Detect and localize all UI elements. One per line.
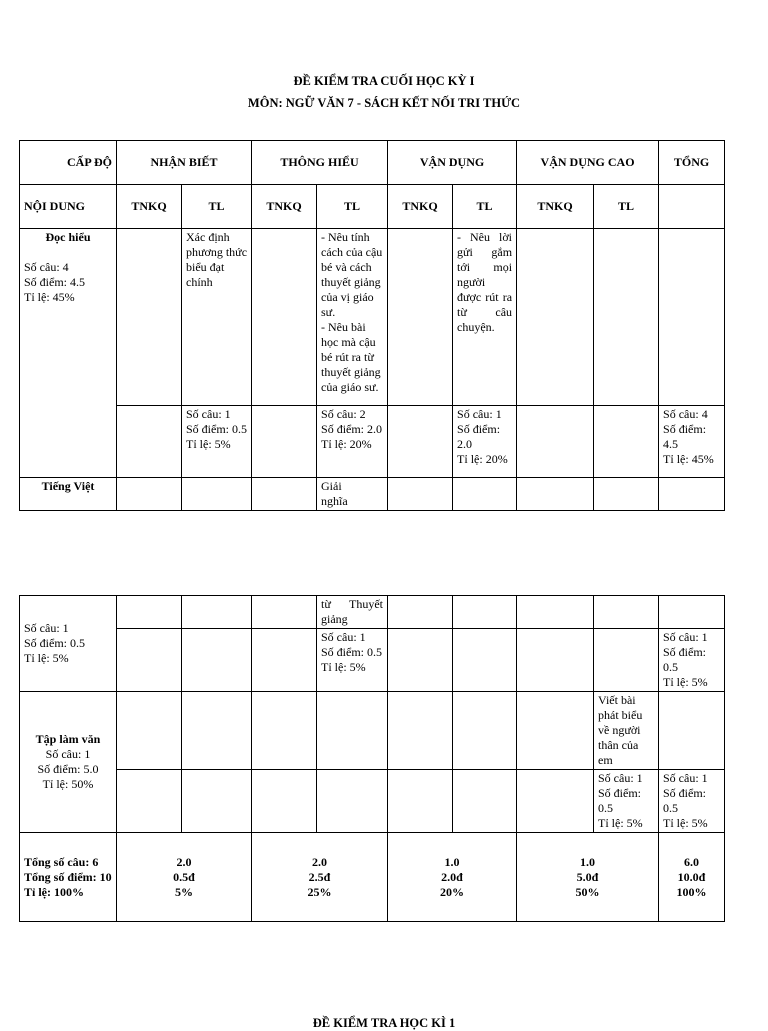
- table-cell-empty: [594, 229, 659, 406]
- table-cell-empty: [252, 629, 317, 692]
- table-cell-empty: [388, 406, 453, 478]
- doc-hieu-nhan-biet-score: Số câu: 1 Số điểm: 0.5 Tỉ lệ: 5%: [182, 406, 252, 478]
- tieng-viet-total: Số câu: 1 Số điểm: 0.5 Tỉ lệ: 5%: [659, 629, 725, 692]
- doc-hieu-thong-hieu-score: Số câu: 2 Số điểm: 2.0 Tỉ lệ: 20%: [317, 406, 388, 478]
- doc-hieu-stats: Số câu: 4 Số điểm: 4.5 Tỉ lệ: 45%: [24, 260, 86, 304]
- doc-hieu-van-dung-tl: - Nêu lời gửi gắm tới mọi người được rút ra từ câu chuyện.: [453, 229, 517, 406]
- table-cell-empty: [659, 185, 725, 229]
- table-cell-empty: [388, 229, 453, 406]
- table-cell-empty: [252, 596, 317, 629]
- next-section-title: ĐỀ KIỂM TRA HỌC KÌ 1: [312, 1016, 456, 1030]
- table-cell-empty: [117, 629, 182, 692]
- table-cell-empty: [117, 229, 182, 406]
- table-cell-empty: [252, 692, 317, 770]
- header-thong-hieu: THÔNG HIỂU: [252, 141, 388, 185]
- table-cell-empty: [594, 596, 659, 629]
- table-cell-empty: [453, 770, 517, 833]
- table-cell-empty: [117, 596, 182, 629]
- table-cell-empty: [659, 229, 725, 406]
- table-cell-empty: [453, 596, 517, 629]
- subheader-tl: TL: [317, 185, 388, 229]
- summary-van-dung: 1.0 2.0đ 20%: [388, 833, 517, 922]
- tap-lam-van-vdc-tl: Viết bài phát biểu về người thân của em: [594, 692, 659, 770]
- tieng-viet-thong-hieu-score: Số câu: 1 Số điểm: 0.5 Tỉ lệ: 5%: [317, 629, 388, 692]
- header-van-dung: VẬN DỤNG: [388, 141, 517, 185]
- subheader-tnkq: TNKQ: [517, 185, 594, 229]
- table-cell-empty: [594, 406, 659, 478]
- table-cell-empty: [517, 596, 594, 629]
- table-cell-empty: [252, 478, 317, 511]
- matrix-table-part-2: [19, 595, 725, 922]
- table-cell-empty: [517, 770, 594, 833]
- table-cell-empty: [117, 692, 182, 770]
- table-cell-empty: [388, 770, 453, 833]
- summary-nhan-biet: 2.0 0.5đ 5%: [117, 833, 252, 922]
- table-cell-empty: [659, 478, 725, 511]
- table-cell-empty: [182, 770, 252, 833]
- table-cell-empty: [453, 692, 517, 770]
- tap-lam-van-total: Số câu: 1 Số điểm: 0.5 Tỉ lệ: 5%: [659, 770, 725, 833]
- table-cell-empty: [388, 629, 453, 692]
- subheader-tnkq: TNKQ: [252, 185, 317, 229]
- table-cell-empty: [388, 596, 453, 629]
- tap-lam-van-title: Tập làm văn: [35, 732, 101, 746]
- summary-tong: 6.0 10.0đ 100%: [659, 833, 725, 922]
- document-subtitle: MÔN: NGỮ VĂN 7 - SÁCH KẾT NỐI TRI THỨC: [247, 96, 521, 110]
- header-cap-do: CẤP ĐỘ: [20, 141, 117, 185]
- table-cell-empty: [317, 692, 388, 770]
- table-cell-empty: [388, 478, 453, 511]
- table-cell-empty: [317, 770, 388, 833]
- subheader-tl: TL: [453, 185, 517, 229]
- subheader-tnkq: TNKQ: [388, 185, 453, 229]
- header-van-dung-cao: VẬN DỤNG CAO: [517, 141, 659, 185]
- document-title: ĐỀ KIỂM TRA CUỐI HỌC KỲ I: [293, 74, 475, 88]
- table-cell-empty: [453, 478, 517, 511]
- table-cell-empty: [182, 478, 252, 511]
- doc-hieu-nhan-biet-tl: Xác định phương thức biểu đạt chính: [182, 229, 252, 406]
- table-cell-empty: [252, 770, 317, 833]
- table-cell-empty: [659, 692, 725, 770]
- table-cell-empty: [388, 692, 453, 770]
- table-cell-empty: [117, 770, 182, 833]
- doc-hieu-cell: [20, 229, 117, 478]
- summary-label: Tổng số câu: 6 Tổng số điểm: 10 Tỉ lệ: 100%: [20, 833, 117, 922]
- tap-lam-van-vdc-score: Số câu: 1 Số điểm: 0.5 Tỉ lệ: 5%: [594, 770, 659, 833]
- matrix-table-part-1: [19, 140, 725, 511]
- table-cell-empty: [117, 406, 182, 478]
- table-cell-empty: [517, 478, 594, 511]
- subheader-tl: TL: [182, 185, 252, 229]
- table-cell-empty: [453, 629, 517, 692]
- header-tong: TỔNG: [659, 141, 725, 185]
- table-cell-empty: [252, 406, 317, 478]
- doc-hieu-total: Số câu: 4 Số điểm: 4.5 Tỉ lệ: 45%: [659, 406, 725, 478]
- table-cell-empty: [517, 406, 594, 478]
- table-cell-empty: [117, 478, 182, 511]
- table-cell-empty: [182, 596, 252, 629]
- subheader-tnkq: TNKQ: [117, 185, 182, 229]
- tieng-viet-stats: Số câu: 1 Số điểm: 0.5 Tỉ lệ: 5%: [20, 596, 117, 692]
- doc-hieu-van-dung-score: Số câu: 1 Số điểm: 2.0 Tỉ lệ: 20%: [453, 406, 517, 478]
- table-cell-empty: [182, 692, 252, 770]
- tieng-viet-thong-hieu-tl-start: Giải nghĩa: [317, 478, 388, 511]
- table-cell-empty: [517, 629, 594, 692]
- subheader-tl: TL: [594, 185, 659, 229]
- table-cell-empty: [594, 478, 659, 511]
- tieng-viet-thong-hieu-tl-cont: từ Thuyết giảng: [317, 596, 388, 629]
- header-nhan-biet: NHẬN BIẾT: [117, 141, 252, 185]
- doc-hieu-title: Đọc hiểu: [45, 230, 91, 244]
- tieng-viet-title: Tiếng Việt: [20, 478, 117, 511]
- header-noi-dung: NỘI DUNG: [20, 185, 117, 229]
- table-cell-empty: [252, 229, 317, 406]
- table-cell-empty: [659, 596, 725, 629]
- summary-van-dung-cao: 1.0 5.0đ 50%: [517, 833, 659, 922]
- table-cell-empty: [182, 629, 252, 692]
- summary-thong-hieu: 2.0 2.5đ 25%: [252, 833, 388, 922]
- doc-hieu-thong-hieu-tl: - Nêu tính cách của cậu bé và cách thuyết giảng của vị giáo sư. - Nêu bài học mà cậu bé rút ra từ thuyết giảng của giáo sư.: [317, 229, 388, 406]
- table-cell-empty: [517, 229, 594, 406]
- table-cell-empty: [594, 629, 659, 692]
- tap-lam-van-cell: [20, 692, 117, 833]
- table-cell-empty: [517, 692, 594, 770]
- tap-lam-van-stats: Số câu: 1 Số điểm: 5.0 Tỉ lệ: 50%: [37, 747, 99, 791]
